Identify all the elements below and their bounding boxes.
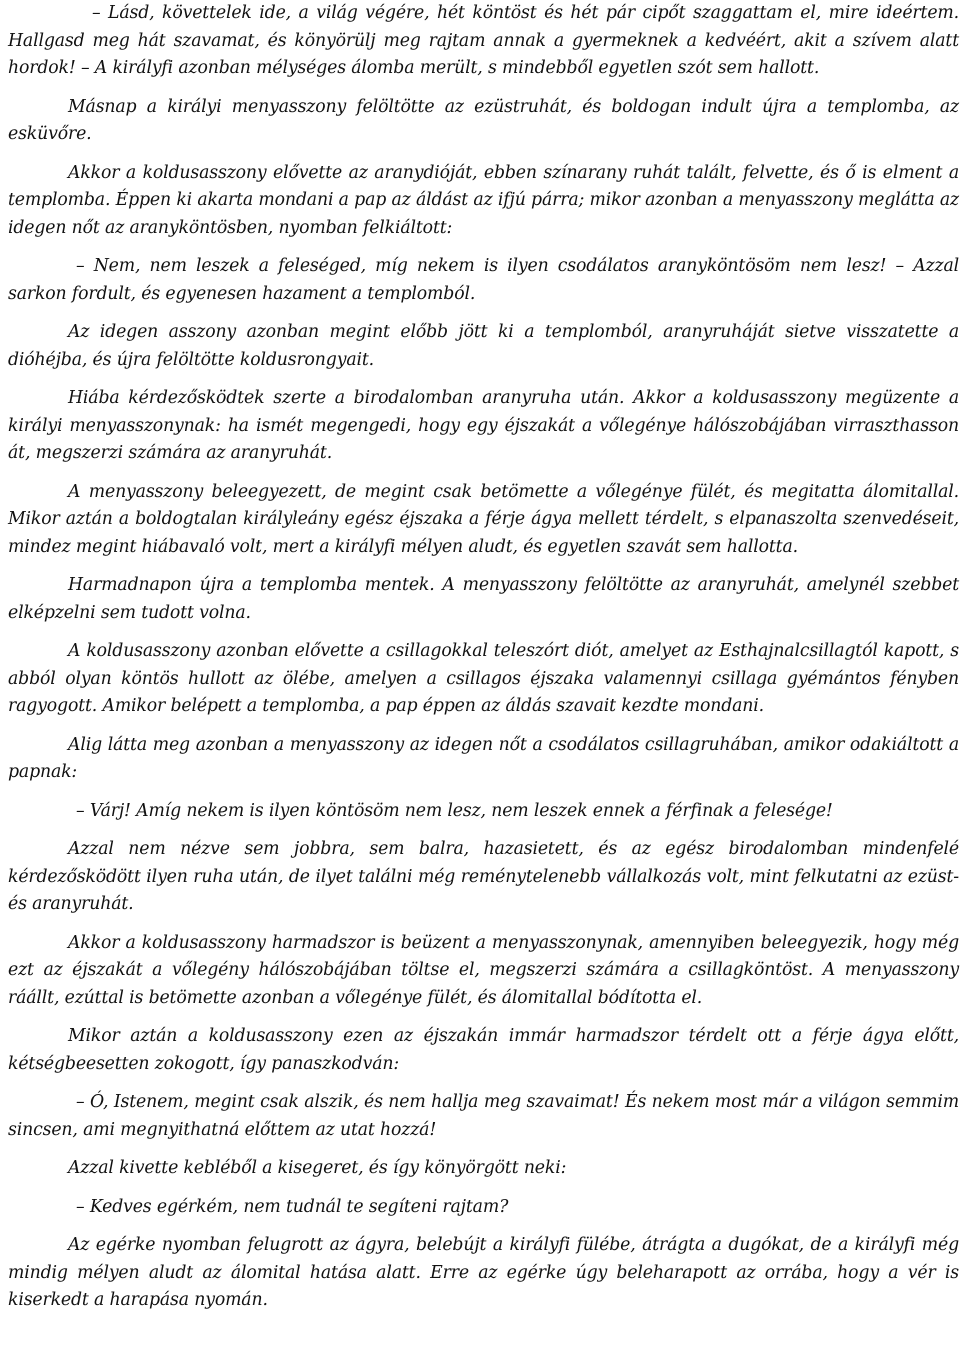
paragraph-8: Harmadnapon újra a templomba mentek. A menyasszony felöltötte az aranyruhát, amelynél szebbet elképzelni sem tudott volna. bbox=[8, 575, 959, 623]
paragraph-5: Az idegen asszony azonban megint előbb jött ki a templomból, aranyruháját sietve visszatette a dióhéjba, és újra felöltötte koldusrongyait. bbox=[8, 322, 959, 370]
paragraph-14: Mikor aztán a koldusasszony ezen az éjszakán immár harmadszor térdelt ott a férje ágya előtt, kétségbeesetten zokogott, így panaszkodván: bbox=[8, 1026, 959, 1074]
paragraph-12: Azzal nem nézve sem jobbra, sem balra, hazasietett, és az egész birodalomban mindenfelé kérdezősködött ilyen ruha után, de ilyet találni még reménytelenebb vállalkozás volt, mint felkutatni az ezüst- és aranyruhát. bbox=[8, 839, 959, 914]
paragraph-18: Az egérke nyomban felugrott az ágyra, belebújt a királyfi fülébe, átrágta a dugókat, de a királyfi még mindig mélyen aludt az álomital hatása alatt. Erre az egérke úgy beleharapott az orrába, hogy a vér is kiserkedt a harapása nyomán. bbox=[8, 1235, 959, 1310]
paragraph-6: Hiába kérdezősködtek szerte a birodalomban aranyruha után. Akkor a koldusasszony megüzente a királyi menyasszonynak: ha ismét megengedi, hogy egy éjszakát a vőlegénye hálószobájában virraszthasson át, megszerzi számára az aranyruhát. bbox=[8, 388, 959, 463]
paragraph-2: Másnap a királyi menyasszony felöltötte az ezüstruhát, és boldogan indult újra a templomba, az esküvőre. bbox=[8, 96, 959, 144]
paragraph-17: – Kedves egérkém, nem tudnál te segíteni rajtam? bbox=[76, 1196, 509, 1217]
paragraph-7: A menyasszony beleegyezett, de megint csak betömette a vőlegénye fülét, és megitatta álomitallal. Mikor aztán a boldogtalan királyleány egész éjszaka a férje ágya mellett térdelt, s elpanaszolta szenvedéseit, mindez megint hiábavaló volt, mert a királyfi mélyen aludt, és egyetlen szavát sem hallotta. bbox=[8, 481, 959, 557]
paragraph-4: – Nem, nem leszek a feleséged, míg nekem is ilyen csodálatos aranyköntösöm nem lesz! – Azzal sarkon fordult, és egyenesen hazament a templomból. bbox=[8, 256, 959, 304]
paragraph-15: – Ó, Istenem, megint csak alszik, és nem hallja meg szavaimat! És nekem most már a világon semmim sincsen, ami megnyithatná előttem az utat hozzá! bbox=[8, 1092, 959, 1140]
paragraph-11: – Várj! Amíg nekem is ilyen köntösöm nem lesz, nem leszek ennek a férfinak a felesége! bbox=[76, 800, 833, 821]
paragraph-1: – Lásd, követtelek ide, a világ végére, hét köntöst és hét pár cipőt szaggattam el, mire ideértem. Hallgasd meg hát szavamat, és könyörülj meg rajtam annak a gyermeknek a kedvéért, akit a szívem alatt hordok! – A királyfi azonban mélységes álomba merült, s mindebből egyetlen szót sem hallott. bbox=[8, 3, 959, 78]
paragraph-3: Akkor a koldusasszony elővette az aranydióját, ebben színarany ruhát talált, felvette, és ő is elment a templomba. Éppen ki akarta mondani a pap az áldást az ifjú párra; mikor azonban a menyasszony meglátta az idegen nőt az aranyköntösben, nyomban felkiáltott: bbox=[8, 162, 959, 238]
paragraph-10: Alig látta meg azonban a menyasszony az idegen nőt a csodálatos csillagruhában, amikor odakiáltott a papnak: bbox=[8, 734, 959, 782]
document-page bbox=[8, 0, 959, 1315]
paragraph-13: Akkor a koldusasszony harmadszor is beüzent a menyasszonynak, amennyiben beleegyezik, hogy még ezt az éjszakát a vőlegény hálószobájában töltse el, megszerzi számára a csillagköntöst. A menyasszony ráállt, ezúttal is betömette azonban a vőlegénye fülét, és álomitallal bódította el. bbox=[8, 932, 959, 1008]
paragraph-9: A koldusasszony azonban elővette a csillagokkal teleszórt diót, amelyet az Esthajnalcsillagtól kapott, s abból olyan köntös hullott az ölébe, amelyen a csillagos éjszaka valamennyi csillaga gyémántos fényben ragyogott. Amikor belépett a templomba, a pap éppen az áldás szavait kezdte mondani. bbox=[8, 641, 959, 716]
paragraph-16: Azzal kivette kebléből a kisegeret, és így könyörgött neki: bbox=[68, 1158, 567, 1178]
